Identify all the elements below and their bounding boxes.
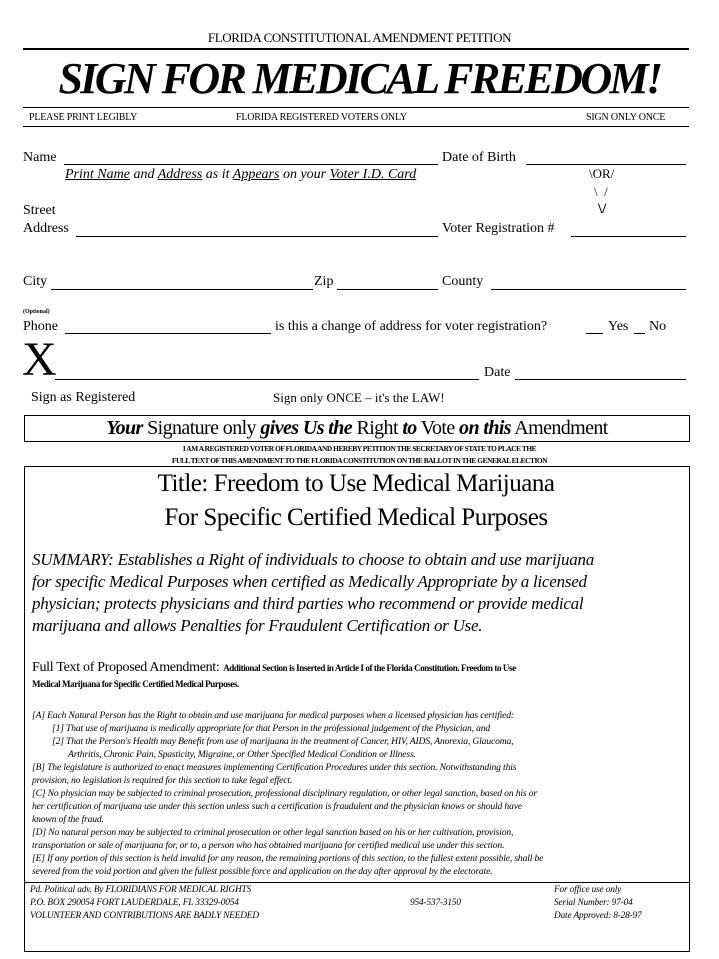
address-label: Address bbox=[23, 221, 69, 236]
summary-line: marijuana and allows Penalties for Fraudulent Certification or Use. bbox=[32, 616, 483, 635]
clause-line: [D] No natural person may be subjected to criminal prosecution or other legal sanction based on his or her cultivation, provision, bbox=[32, 827, 514, 838]
clause-line: known of the fraud. bbox=[32, 814, 104, 825]
volunteer-note: VOLUNTEER AND CONTRIBUTIONS ARE BADLY NEEDED bbox=[30, 911, 259, 921]
street-label: Street bbox=[23, 203, 56, 218]
petition-topline: FLORIDA CONSTITUTIONAL AMENDMENT PETITION bbox=[207, 30, 512, 45]
summary-line: SUMMARY: Establishes a Right of individuals to choose to obtain and use marijuana bbox=[32, 550, 594, 569]
clause-line: [B] The legislature is authorized to enact measures implementing Certification Procedures under this section. Notwithstanding this bbox=[32, 762, 517, 773]
office-use-only: For office use only bbox=[554, 885, 622, 895]
declaration-line-2: FULL TEXT OF THIS AMENDMENT TO THE FLORIDA CONSTITUTION ON THE BALLOT IN THE GENERAL ELECTION bbox=[171, 456, 548, 465]
clause-line: [1] That use of marijuana is medically appropriate for that Person in the professional judgement of the Physician, and bbox=[52, 723, 491, 734]
banner-vote: Vote bbox=[420, 417, 455, 439]
hint-voter-id: Voter I.D. Card bbox=[329, 167, 417, 182]
signature-x-mark: X bbox=[22, 333, 57, 386]
clause-line: her certification of marijuana use under this section unless such a certification is fraudulent and the physician knows or should have bbox=[32, 801, 522, 812]
name-label: Name bbox=[23, 150, 57, 165]
headline: SIGN FOR MEDICAL FREEDOM! bbox=[58, 54, 661, 103]
hint-on-your: on your bbox=[282, 167, 327, 182]
hint-appears: Appears bbox=[232, 167, 280, 182]
banner-your: Your bbox=[106, 417, 143, 439]
amendment-title-1: Title: Freedom to Use Medical Marijuana bbox=[157, 470, 555, 497]
yes-label: Yes bbox=[608, 319, 629, 334]
full-text-heading-row bbox=[32, 658, 516, 676]
no-blank[interactable] bbox=[634, 333, 645, 334]
top-rule bbox=[23, 48, 689, 50]
phone-label: Phone bbox=[23, 319, 58, 334]
banner-amendment: Amendment bbox=[514, 417, 608, 439]
clause-line: severed from the void portion and given the fullest possible force and application on the day after approval by the electorate. bbox=[32, 866, 493, 877]
banner-to: to bbox=[402, 417, 417, 439]
sign-as-registered: Sign as Registered bbox=[31, 390, 136, 405]
banner-gives-us: gives Us the bbox=[260, 417, 353, 439]
address-change-question: is this a change of address for voter registration? bbox=[275, 319, 548, 334]
county-field[interactable] bbox=[491, 289, 686, 290]
summary-line: for specific Medical Purposes when certified as Medically Appropriate by a licensed bbox=[32, 572, 587, 591]
city-label: City bbox=[23, 274, 48, 289]
address-field[interactable] bbox=[76, 236, 438, 237]
amendment-title-2: For Specific Certified Medical Purposes bbox=[164, 504, 548, 531]
no-label: No bbox=[649, 319, 667, 334]
hint-and: and bbox=[133, 167, 155, 182]
clause-line: Arthritis, Chronic Pain, Spasticity, Migraine, or Other Specified Medical Condition or Illness. bbox=[68, 749, 416, 760]
full-text-intro: Additional Section is Inserted in Article I of the Florida Constitution. Freedom to Use bbox=[223, 663, 516, 673]
clause-line: [E] If any portion of this section is held invalid for any reason, the remaining portions of this section, to the fullest extent possible, shall be bbox=[32, 853, 544, 864]
date-label: Date bbox=[484, 365, 511, 380]
footer-right bbox=[554, 884, 642, 923]
clause-line: [2] That the Person's Health may Benefit from use of marijuana in the treatment of Cancer, HIV, AIDS, Anorexia, Glaucoma, bbox=[52, 736, 514, 747]
serial-number: Serial Number: 97-04 bbox=[554, 898, 633, 908]
yes-blank[interactable] bbox=[586, 333, 603, 334]
zip-field[interactable] bbox=[337, 289, 438, 290]
clause-line: [C] No physician may be subjected to criminal prosecution, professional disciplinary regulation, or other legal sanction, based on his or bbox=[32, 788, 537, 799]
phone-field[interactable] bbox=[65, 333, 271, 334]
banner-on-this: on this bbox=[459, 417, 511, 439]
summary-line: physician; protects physicians and third parties who recommend or provide medical bbox=[32, 594, 584, 613]
or-arrow-bottom: \/ bbox=[598, 201, 607, 217]
county-label: County bbox=[442, 274, 484, 289]
dob-field[interactable] bbox=[526, 164, 686, 165]
or-text: \OR/ bbox=[589, 166, 615, 181]
zip-label: Zip bbox=[314, 274, 334, 289]
sign-once-law: Sign only ONCE – it's the LAW! bbox=[273, 390, 445, 405]
banner-signature-only: Signature only bbox=[147, 417, 256, 439]
city-field[interactable] bbox=[51, 289, 313, 290]
clauses-block bbox=[32, 709, 682, 878]
date-approved: Date Approved: 8-28-97 bbox=[554, 911, 642, 921]
clause-line: [A] Each Natural Person has the Right to obtain and use marijuana for medical purposes when a licensed physician has certified: bbox=[32, 710, 514, 721]
voter-registration-field[interactable] bbox=[571, 236, 686, 237]
po-box-address: P.O. BOX 290054 FORT LAUDERDALE, FL 33329-0054 bbox=[30, 898, 239, 908]
dob-label: Date of Birth bbox=[442, 150, 516, 165]
summary-block bbox=[32, 549, 594, 637]
full-text-heading: Full Text of Proposed Amendment: bbox=[32, 660, 220, 675]
signature-banner bbox=[24, 415, 690, 442]
hint-address: Address bbox=[157, 167, 203, 182]
footer-left bbox=[30, 884, 259, 923]
date-field[interactable] bbox=[515, 379, 686, 380]
print-legibly-note: PLEASE PRINT LEGIBLY bbox=[29, 112, 138, 123]
clause-line: provision, no legislation is required for this section to take legal effect. bbox=[32, 775, 293, 786]
hint-print-name: Print Name bbox=[65, 167, 130, 182]
footer-rule bbox=[24, 882, 689, 883]
name-field[interactable] bbox=[64, 164, 438, 165]
name-hint bbox=[65, 167, 416, 183]
optional-label: (Optional) bbox=[23, 309, 50, 315]
sign-once-note: SIGN ONLY ONCE bbox=[586, 112, 666, 123]
paid-political-adv: Pd. Political adv. By FLORIDIANS FOR MEDICAL RIGHTS bbox=[30, 885, 252, 895]
declaration-line-1: I AM A REGISTERED VOTER OF FLORIDA AND HEREBY PETITION THE SECRETARY OF STATE TO PLACE THE bbox=[182, 444, 537, 453]
footer-phone: 954-537-3150 bbox=[410, 898, 461, 908]
full-text-intro-2: Medical Marijuana for Specific Certified Medical Purposes. bbox=[32, 679, 239, 689]
signature-field[interactable] bbox=[55, 379, 479, 380]
voter-registration-label: Voter Registration # bbox=[442, 221, 555, 236]
clause-line: transportation or sale of marijuana for, or to, a person who has obtained marijuana for certified medical use under this section. bbox=[32, 840, 505, 851]
notes-rule bbox=[23, 126, 689, 127]
registered-voters-note: FLORIDA REGISTERED VOTERS ONLY bbox=[236, 112, 407, 123]
headline-rule bbox=[23, 107, 689, 108]
or-arrow-top: \ / bbox=[594, 184, 608, 199]
banner-right: Right bbox=[356, 417, 398, 439]
hint-as-it: as it bbox=[205, 167, 230, 182]
